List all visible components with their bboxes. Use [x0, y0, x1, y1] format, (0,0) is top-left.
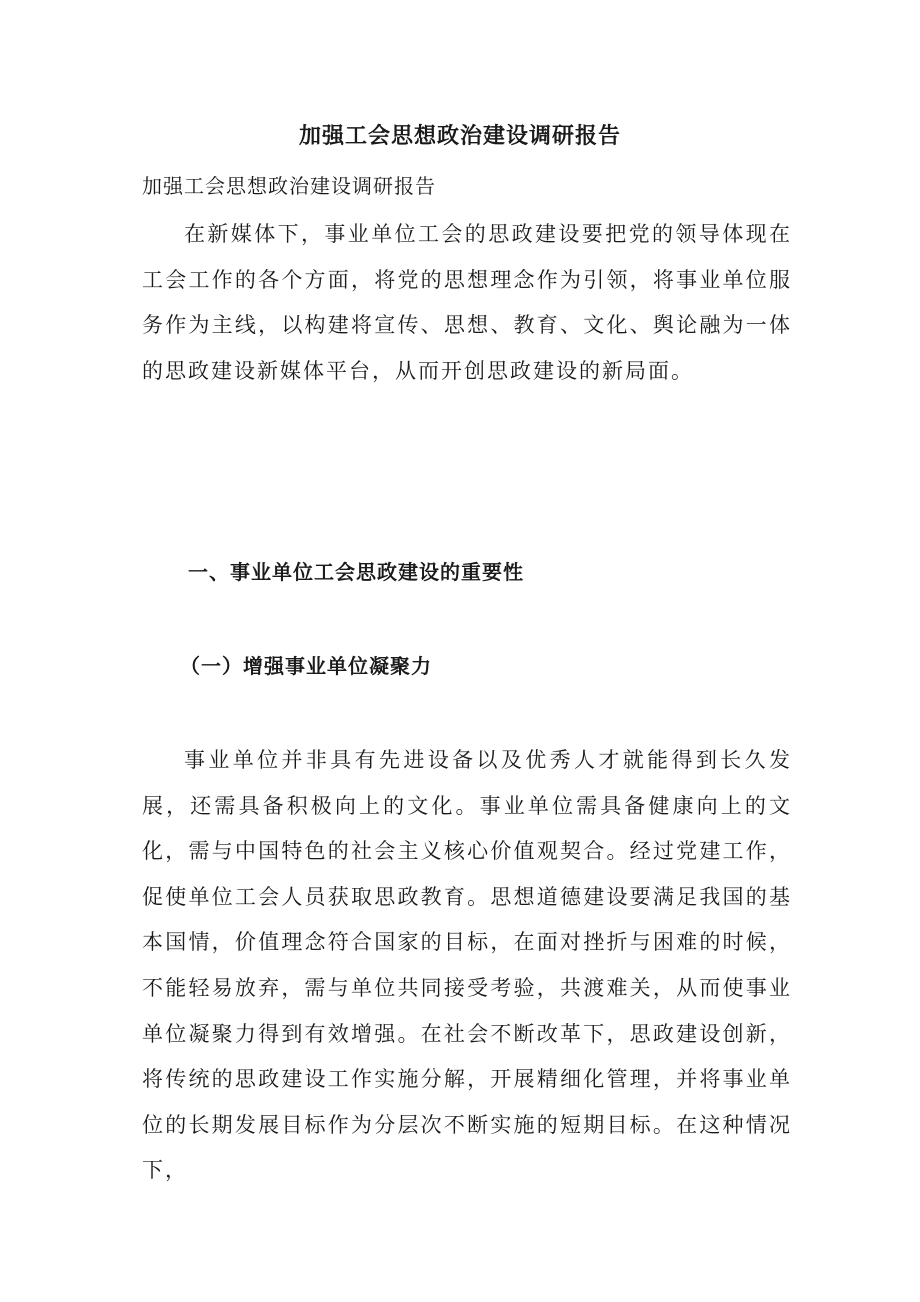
- body-paragraph: 事业单位并非具有先进设备以及优秀人才就能得到长久发展，还需具备积极向上的文化。事业单位需具备健康向上的文化，需与中国特色的社会主义核心价值观契合。经过党建工作，促使单位工会人员获取思政教育。思想道德建设要满足我国的基本国情，价值理念符合国家的目标，在面对挫折与困难的时候，不能轻易放弃，需与单位共同接受考验，共渡难关，从而使事业单位凝聚力得到有效增强。在社会不断改革下，思政建设创新，将传统的思政建设工作实施分解，开展精细化管理，并将事业单位的长期发展目标作为分层次不断实施的短期目标。在这种情况下，: [142, 748, 792, 1183]
- document-subtitle: 加强工会思想政治建设调研报告: [142, 174, 436, 198]
- document-title: 加强工会思想政治建设调研报告: [298, 123, 621, 149]
- subsection-heading: （一）增强事业单位凝聚力: [180, 654, 432, 678]
- intro-paragraph: 在新媒体下，事业单位工会的思政建设要把党的领导体现在工会工作的各个方面，将党的思想理念作为引领，将事业单位服务作为主线，以构建将宣传、思想、教育、文化、舆论融为一体的思政建设新媒体平台，从而开创思政建设的新局面。: [142, 222, 792, 383]
- section-heading: 一、事业单位工会思政建设的重要性: [188, 560, 524, 584]
